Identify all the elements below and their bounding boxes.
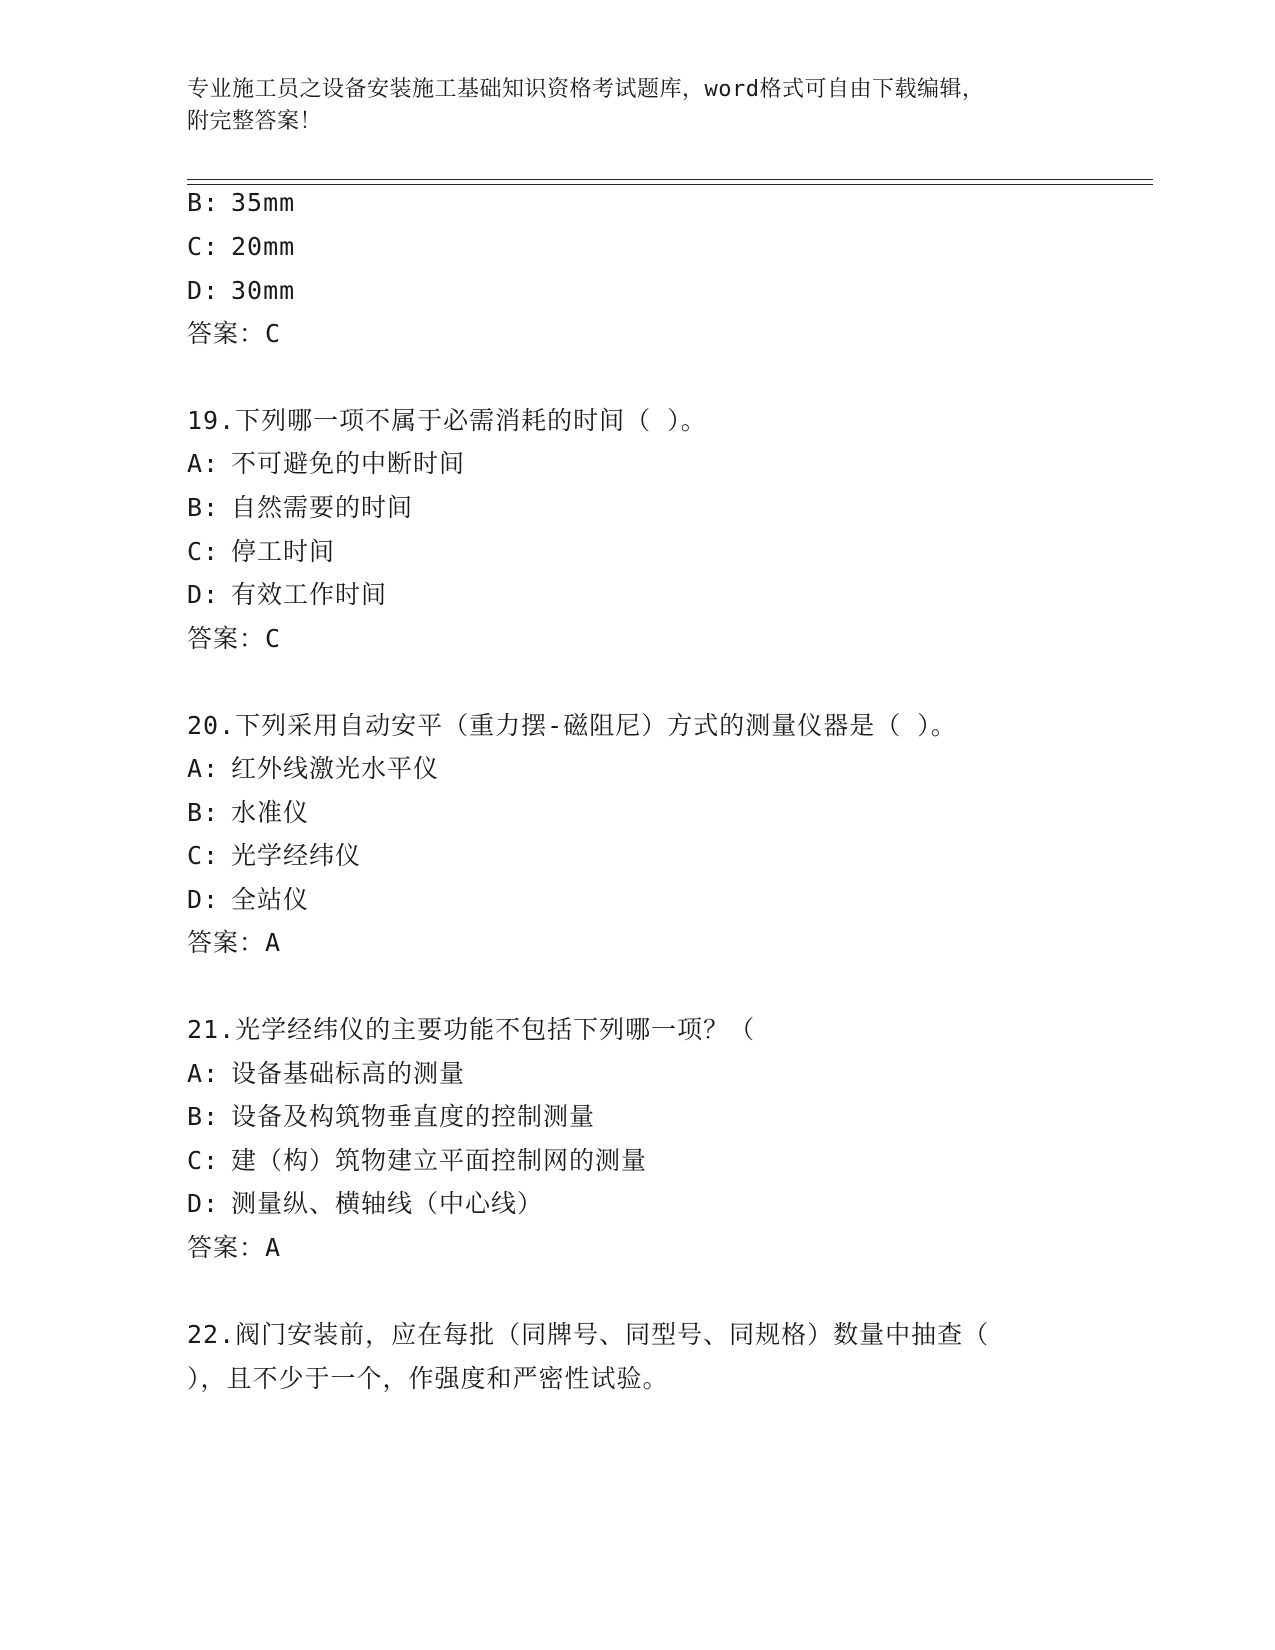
- option-c: C: 20mm: [187, 232, 296, 261]
- option-a: A: 设备基础标高的测量: [187, 1059, 466, 1088]
- answer-line: 答案：A: [187, 928, 282, 957]
- option-d: D: 测量纵、横轴线（中心线）: [187, 1189, 544, 1218]
- question-21-text: 21.光学经纬仪的主要功能不包括下列哪一项？（: [187, 1015, 756, 1044]
- question-22-text-line-1: 22.阀门安装前，应在每批（同牌号、同型号、同规格）数量中抽查（: [187, 1320, 990, 1349]
- option-a: A: 不可避免的中断时间: [187, 449, 466, 478]
- option-b: B: 水准仪: [187, 798, 310, 827]
- option-d: D: 30mm: [187, 276, 296, 305]
- header-divider: [187, 179, 1153, 185]
- header-line-2: 附完整答案！: [187, 109, 323, 134]
- option-b: B: 35mm: [187, 188, 296, 217]
- answer-line: 答案：C: [187, 624, 282, 653]
- question-22-text-line-2: ），且不少于一个，作强度和严密性试验。: [187, 1364, 669, 1393]
- option-d: D: 有效工作时间: [187, 580, 388, 609]
- option-c: C: 光学经纬仪: [187, 841, 362, 870]
- option-c: C: 建（构）筑物建立平面控制网的测量: [187, 1146, 648, 1175]
- option-a: A: 红外线激光水平仪: [187, 754, 440, 783]
- option-b: B: 自然需要的时间: [187, 493, 414, 522]
- option-d: D: 全站仪: [187, 885, 310, 914]
- question-20-text: 20.下列采用自动安平（重力摆-磁阻尼）方式的测量仪器是（ ）。: [187, 711, 957, 740]
- option-c: C: 停工时间: [187, 537, 336, 566]
- question-19-text: 19.下列哪一项不属于必需消耗的时间（ ）。: [187, 406, 707, 435]
- option-b: B: 设备及构筑物垂直度的控制测量: [187, 1102, 596, 1131]
- answer-line: 答案：C: [187, 319, 282, 348]
- document-page: [187, 0, 1157, 1650]
- answer-line: 答案：A: [187, 1233, 282, 1262]
- document-header: [187, 74, 1147, 138]
- header-line-1: 专业施工员之设备安装施工基础知识资格考试题库，word格式可自由下载编辑，: [187, 77, 985, 102]
